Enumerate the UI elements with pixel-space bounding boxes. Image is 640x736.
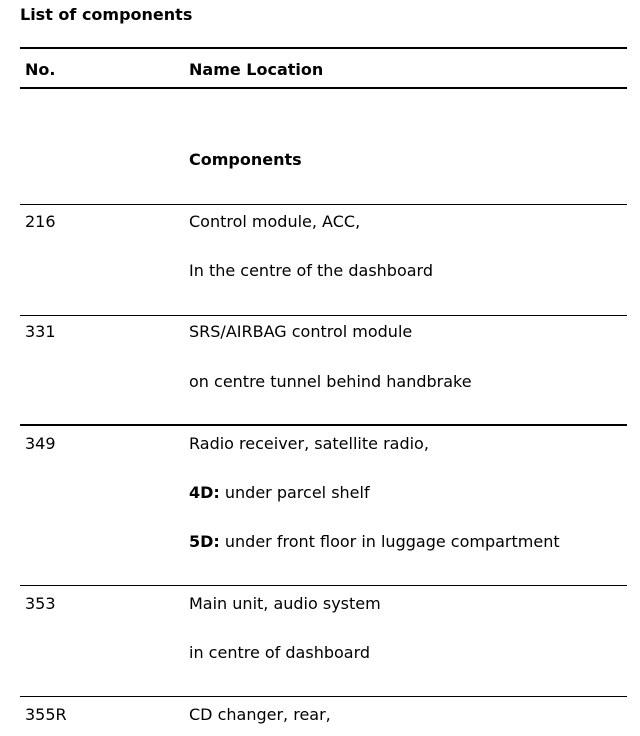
component-number: 331 bbox=[25, 322, 56, 341]
section-title: Components bbox=[189, 150, 302, 169]
component-line: in centre of dashboard bbox=[189, 643, 371, 662]
row-rule bbox=[20, 204, 627, 205]
header-no: No. bbox=[25, 60, 56, 79]
row-rule bbox=[20, 585, 627, 586]
component-line: on centre tunnel behind handbrake bbox=[189, 372, 472, 391]
row-rule bbox=[20, 696, 627, 697]
component-line: In the centre of the dashboard bbox=[189, 261, 433, 280]
component-number: 355R bbox=[25, 705, 67, 724]
component-line: Control module, ACC, bbox=[189, 212, 361, 231]
component-line: 4D: under parcel shelf bbox=[189, 483, 370, 502]
component-line: 5D: under front floor in luggage compartment bbox=[189, 532, 560, 551]
component-line: Radio receiver, satellite radio, bbox=[189, 434, 429, 453]
row-rule bbox=[20, 424, 627, 426]
component-line: CD changer, rear, bbox=[189, 705, 331, 724]
component-line: SRS/AIRBAG control module bbox=[189, 322, 413, 341]
page-title: List of components bbox=[20, 5, 193, 24]
component-number: 216 bbox=[25, 212, 56, 231]
header-name-location: Name Location bbox=[189, 60, 324, 79]
header-top-rule bbox=[20, 47, 627, 49]
component-number: 349 bbox=[25, 434, 56, 453]
header-bottom-rule bbox=[20, 87, 627, 89]
row-rule bbox=[20, 315, 627, 316]
component-line: Main unit, audio system bbox=[189, 594, 381, 613]
component-number: 353 bbox=[25, 594, 56, 613]
